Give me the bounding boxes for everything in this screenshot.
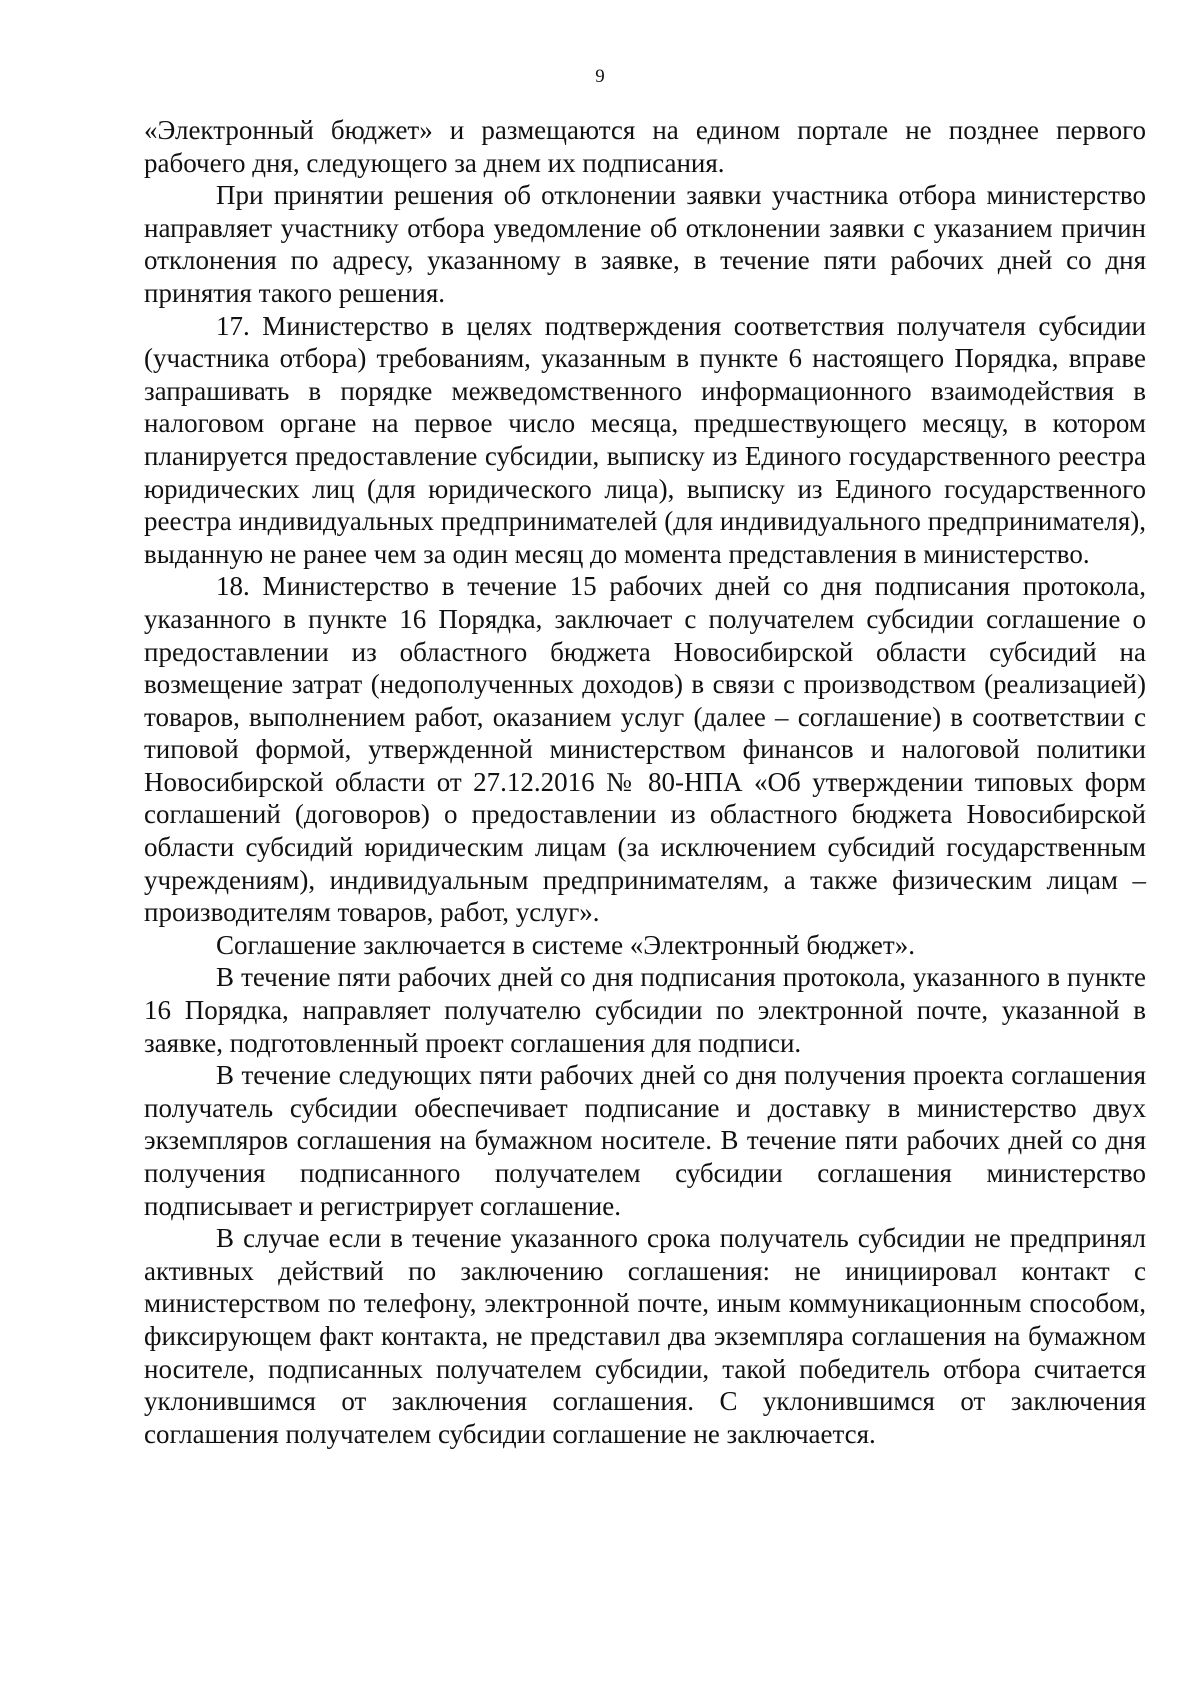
paragraph-item-18: 18. Министерство в течение 15 рабочих дней со дня подписания протокола, указанного в пункте 16 Порядка, заключает с получателем субсидии соглашение о предоставлении из областного бюджета Новосибирской области субсидий на возмещение затрат (недополученных доходов) в связи с производством (реализацией) товаров, выполнением работ, оказанием услуг (далее – соглашение) в соответствии с типовой формой, утвержденной министерством финансов и налоговой политики Новосибирской области от 27.12.2016 № 80-НПА «Об утверждении типовых форм соглашений (договоров) о предоставлении из областного бюджета Новосибирской области субсидий юридическим лицам (за исключением субсидий государственным учреждениям), индивидуальным предпринимателям, а также физическим лицам – производителям товаров, работ, услуг». <box>144 571 1146 928</box>
document-body <box>144 114 1146 1450</box>
paragraph-rejection-notice: При принятии решения об отклонении заявки участника отбора министерство направляет участнику отбора уведомление об отклонении заявки с указанием причин отклонения по адресу, указанному в заявке, в течение пяти рабочих дней со дня принятия такого решения. <box>144 180 1146 308</box>
paragraph-continuation: «Электронный бюджет» и размещаются на едином портале не позднее первого рабочего дня, следующего за днем их подписания. <box>144 115 1146 178</box>
paragraph-signing-delivery: В течение следующих пяти рабочих дней со дня получения проекта соглашения получатель субсидии обеспечивает подписание и доставку в министерство двух экземпляров соглашения на бумажном носителе. В течение пяти рабочих дней со дня получения подписанного получателем субсидии соглашения министерство подписывает и регистрирует соглашение. <box>144 1060 1146 1221</box>
paragraph-draft-sending: В течение пяти рабочих дней со дня подписания протокола, указанного в пункте 16 Порядка, направляет получателю субсидии по электронной почте, указанной в заявке, подготовленный проект соглашения для подписи. <box>144 962 1146 1058</box>
paragraph-evasion: В случае если в течение указанного срока получатель субсидии не предпринял активных действий по заключению соглашения: не инициировал контакт с министерством по телефону, электронной почте, иным коммуникационным способом, фиксирующем факт контакта, не представил два экземпляра соглашения на бумажном носителе, подписанных получателем субсидии, такой победитель отбора считается уклонившимся от заключения соглашения. С уклонившимся от заключения соглашения получателем субсидии соглашение не заключается. <box>144 1223 1146 1449</box>
paragraph-item-17: 17. Министерство в целях подтверждения соответствия получателя субсидии (участника отбора) требованиям, указанным в пункте 6 настоящего Порядка, вправе запрашивать в порядке межведомственного информационного взаимодействия в налоговом органе на первое число месяца, предшествующего месяцу, в котором планируется предоставление субсидии, выписку из Единого государственного реестра юридических лиц (для юридического лица), выписку из Единого государственного реестра индивидуальных предпринимателей (для индивидуального предпринимателя), выданную не ранее чем за один месяц до момента представления в министерство. <box>144 310 1146 569</box>
paragraph-agreement-system: Соглашение заключается в системе «Электронный бюджет». <box>216 929 915 960</box>
page-number: 9 <box>595 66 605 87</box>
